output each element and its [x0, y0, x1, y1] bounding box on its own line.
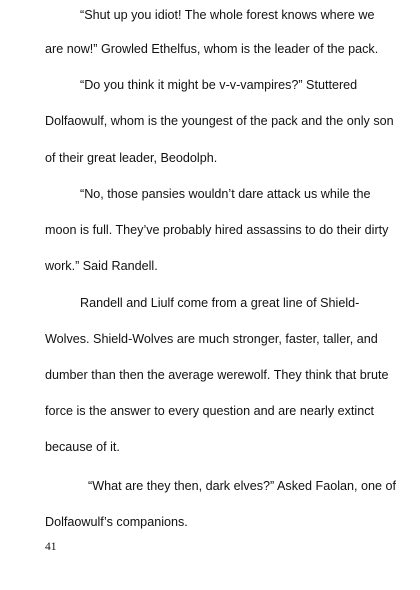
text-line: Wolves. Shield-Wolves are much stronger, faster, taller, and — [45, 332, 378, 346]
text-line: because of it. — [45, 440, 120, 454]
text-line: Dolfaowulf’s companions. — [45, 515, 188, 529]
text-line: “No, those pansies wouldn’t dare attack us while the — [80, 187, 371, 201]
text-line: moon is full. They’ve probably hired assassins to do their dirty — [45, 223, 389, 237]
text-line: “Shut up you idiot! The whole forest knows where we — [80, 8, 375, 22]
text-line: are now!” Growled Ethelfus, whom is the leader of the pack. — [45, 42, 379, 56]
text-line: “What are they then, dark elves?” Asked Faolan, one of — [88, 479, 397, 493]
text-line: Dolfaowulf, whom is the youngest of the pack and the only son — [45, 114, 394, 128]
text-line: Randell and Liulf come from a great line of Shield- — [80, 296, 360, 310]
text-line: force is the answer to every question and are nearly extinct — [45, 404, 375, 418]
text-line: of their great leader, Beodolph. — [45, 151, 218, 165]
text-line: dumber than then the average werewolf. They think that brute — [45, 368, 389, 382]
page-number: 41 — [45, 541, 57, 553]
text-line: “Do you think it might be v-v-vampires?” Stuttered — [80, 78, 358, 92]
text-line: work.” Said Randell. — [45, 259, 158, 273]
